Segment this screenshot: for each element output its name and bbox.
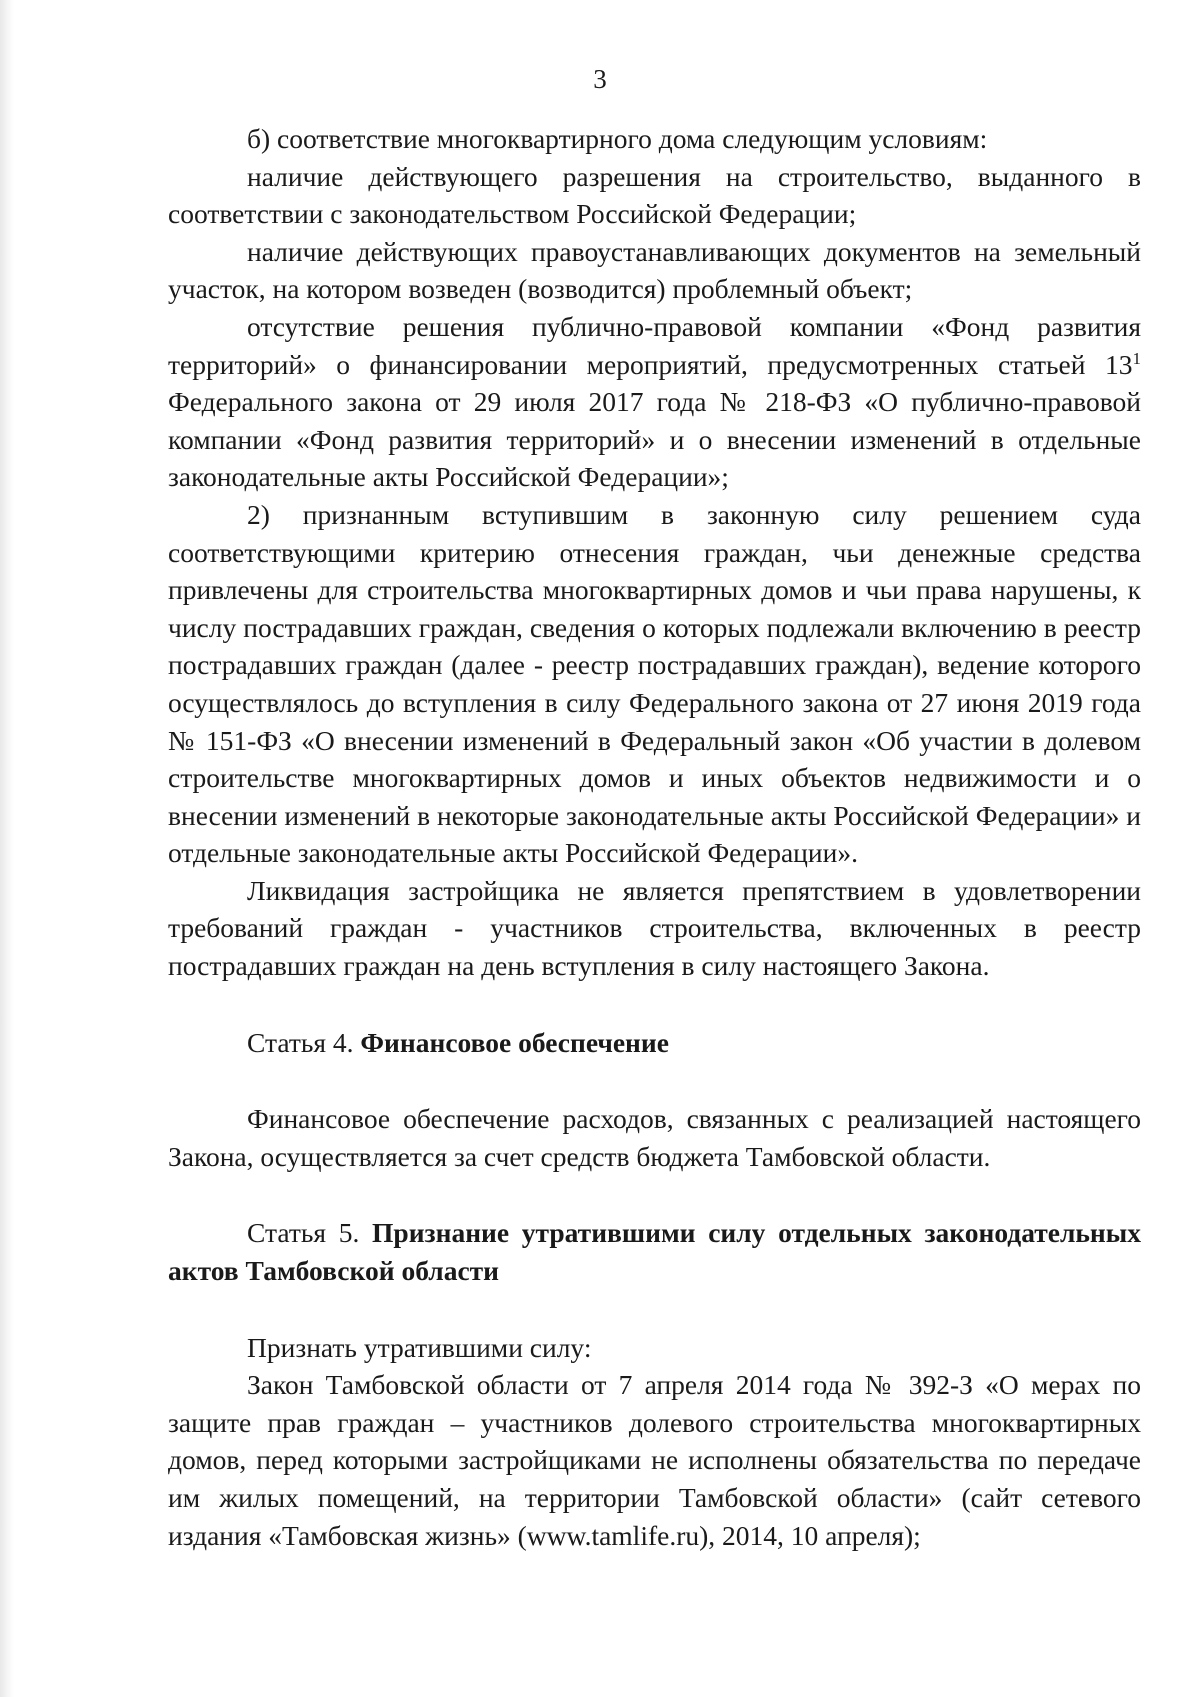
article-5-text-intro: Признать утратившими силу: xyxy=(247,1331,592,1363)
article-4-prefix: Статья 4. xyxy=(247,1026,361,1058)
paragraph-building-permit: наличие действующего разрешения на строительство, выданного в соответствии с законодательством Российской Федерации; xyxy=(168,160,1141,230)
article-5-prefix: Статья 5. xyxy=(247,1217,373,1249)
scan-edge-shadow xyxy=(0,0,14,1697)
superscript-1: 1 xyxy=(1132,348,1141,368)
article-5-text-law: Закон Тамбовской области от 7 апреля 2014 года № 392-З «О мерах по защите прав граждан – участников долевого строительства многоквартирных домов, перед которыми застройщиками не исполнены обязательства по передаче им жилых помещений, на территории Тамбовской области» (сайт сетевого издания «Тамбовская жизнь» (www.tamlife.ru), 2014, 10 апреля); xyxy=(168,1369,1141,1551)
page-number: 3 xyxy=(593,64,607,94)
article-4-text: Финансовое обеспечение расходов, связанных с реализацией настоящего Закона, осуществляется за счет средств бюджета Тамбовской области. xyxy=(168,1103,1141,1172)
paragraph-condition-b: б) соответствие многоквартирного дома следующим условиям: xyxy=(247,123,988,154)
fund-decision-text-end: Федерального закона от 29 июля 2017 года № 218-ФЗ «О публично-правовой компании «Фонд развития территорий» и о внесении изменений в отдельные законодательные акты Российской Федерации»; xyxy=(168,386,1141,493)
fund-decision-text-start: отсутствие решения публично-правовой компании «Фонд развития территорий» о финансировании мероприятий, предусмотренных статьей 13 xyxy=(168,310,1141,380)
paragraph-land-documents: наличие действующих правоустанавливающих документов на земельный участок, на котором возведен (возводится) проблемный объект; xyxy=(168,235,1141,305)
article-4-heading xyxy=(168,1024,1141,1062)
paragraph-fund-decision xyxy=(168,308,1141,496)
paragraph-court-decision: 2) признанным вступившим в законную силу решением суда соответствующими критерию отнесения граждан, чьи денежные средства привлечены для строительства многоквартирных домов и чьи права нарушены, к числу пострадавших граждан, сведения о которых подлежали включению в реестр пострадавших граждан (далее - реестр пострадавших граждан), ведение которого осуществлялось до вступления в силу Федерального закона от 27 июня 2019 года № 151-ФЗ «О внесении изменений в Федеральный закон «Об участии в долевом строительстве многоквартирных домов и иных объектов недвижимости и о внесении изменений в некоторые законодательные акты Российской Федерации» и отдельные законодательные акты Российской Федерации». xyxy=(168,498,1141,869)
article-5-title: Признание утратившими силу отдельных законодательных актов Тамбовской области xyxy=(168,1217,1141,1287)
paragraph-liquidation: Ликвидация застройщика не является препятствием в удовлетворении требований граждан - участников строительства, включенных в реестр пострадавших граждан на день вступления в силу настоящего Закона. xyxy=(168,874,1141,982)
article-5-heading xyxy=(168,1214,1141,1289)
article-4-title: Финансовое обеспечение xyxy=(360,1026,669,1058)
document-body xyxy=(168,120,1141,1554)
